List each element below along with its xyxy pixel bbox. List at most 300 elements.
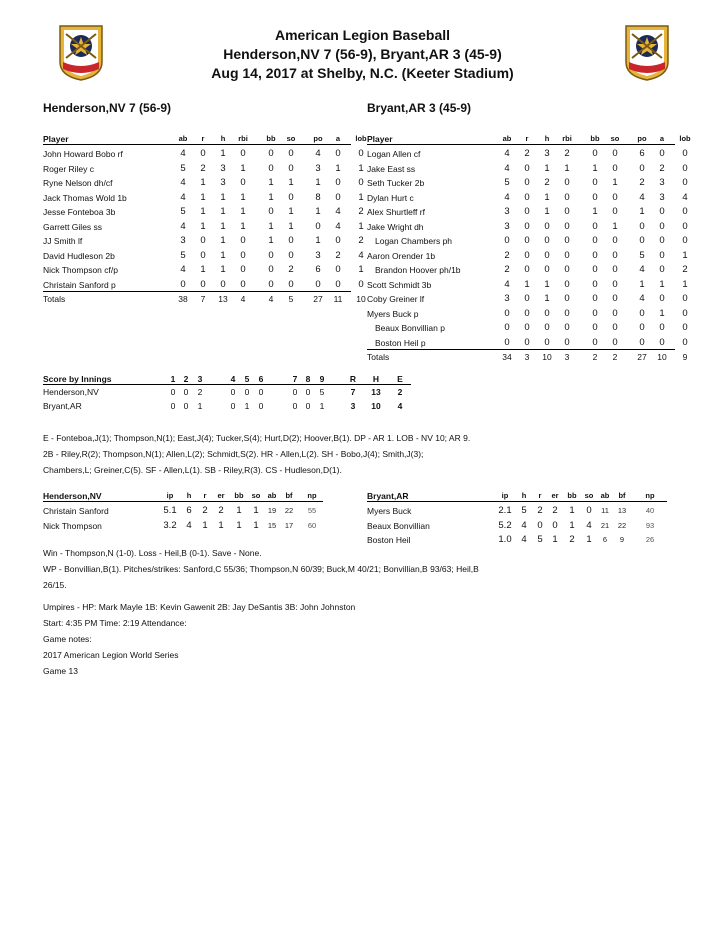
pitch-stat-ab: 11 [601,506,609,515]
stat-bb: 0 [592,220,598,232]
stat-bb: 0 [268,249,274,261]
stat-ab: 5 [180,206,186,217]
home-pitch-col-ab: ab [267,491,277,500]
stat-so: 0 [288,191,294,203]
pitch-stat-ab: 15 [267,520,277,530]
home-col-ab: ab [178,134,188,143]
totals-label: Totals [43,294,66,304]
stat-ab: 4 [504,148,510,159]
pitch-stat-ab: 19 [267,506,277,515]
stat-rbi: 0 [240,148,246,159]
stat-h: 0 [544,220,550,232]
stat-lob: 0 [682,162,688,174]
away-pitcher-row [367,504,667,519]
player-name: Dylan Hurt c [367,192,414,203]
stat-rbi: 0 [564,206,570,217]
away-pitching-box [367,490,667,548]
stat-lob: 1 [682,278,688,290]
player-name: Logan Allen cf [367,149,421,159]
inning-label: 5 [244,374,250,384]
pitch-stat-bf: 13 [617,506,627,515]
stat-r: 1 [200,264,206,275]
pitch-stat-bf: 22 [284,506,294,515]
stat-r: 0 [524,191,530,203]
away-pitch-col-np: np [645,491,655,500]
stat-h: 1 [220,249,226,261]
pitch-stat-so: 1 [253,505,259,516]
pitch-stat-np: 26 [645,535,655,544]
stat-h: 0 [544,336,550,348]
stat-so: 1 [612,177,618,188]
pitch-stat-r: 5 [537,534,543,545]
stat-r: 0 [200,249,206,261]
stat-po: 5 [639,249,645,261]
away-player-row [367,321,688,336]
stat-ab: 4 [504,191,510,203]
summary-block [43,545,693,679]
stat-po: 1 [639,278,645,290]
rhe-value: 4 [397,400,403,411]
away-player-row [367,263,688,278]
stat-lob: 0 [682,177,688,188]
stat-ab: 0 [504,322,510,333]
stat-po: 2 [639,177,645,188]
away-pitch-col-ip: ip [501,491,509,500]
pitch-stat-so: 1 [253,519,259,531]
report-title: American Legion Baseball [274,27,451,43]
stat-h: 1 [220,191,226,203]
pitcher-name: Beaux Bonvillian [367,520,430,531]
stat-so: 0 [612,206,618,217]
stat-a: 4 [335,206,341,217]
stat-bb: 0 [268,264,274,275]
stat-h: 0 [544,307,550,319]
stat-rbi: 1 [240,191,246,203]
stat-h: 0 [220,278,226,290]
stat-a: 0 [659,293,665,304]
stat-rbi: 0 [240,249,246,261]
home-player-row [43,162,364,177]
stat-h: 1 [220,148,226,159]
inning-runs: 2 [197,387,203,397]
away-pitch-col-bf: bf [618,491,626,500]
player-name: Alex Shurtleff rf [367,207,425,217]
stat-rbi: 0 [564,307,570,319]
stat-so: 0 [288,148,294,159]
stat-so: 0 [612,191,618,203]
inning-runs: 0 [170,387,176,397]
stat-bb: 1 [592,206,598,217]
stat-h: 3 [220,162,226,174]
stat-r: 0 [524,322,530,333]
stat-h: 1 [544,191,550,203]
home-player-row [43,191,364,206]
player-name: Jesse Fonteboa 3b [43,207,116,217]
pitch-stat-r: 1 [202,519,208,531]
stat-rbi: 1 [240,220,246,232]
away-pitch-col-er: er [551,491,559,500]
inning-label: 1 [170,374,176,384]
inning-runs: 1 [319,400,325,411]
pitcher-name: Boston Heil [367,535,411,545]
away-player-row [367,191,688,206]
stat-r: 0 [524,293,530,304]
stat-rbi: 1 [564,162,570,174]
away-col-po: po [637,134,647,143]
stat-po: 0 [315,278,321,290]
player-name: Christain Sanford p [43,279,116,290]
inning-label: 4 [230,374,236,384]
pitcher-name: Nick Thompson [43,520,102,531]
stat-h: 3 [220,177,226,188]
stat-r: 0 [524,307,530,319]
innings-team-row [43,400,411,414]
stat-r: 0 [524,235,530,246]
inning-runs: 0 [292,400,298,411]
stat-r: 2 [524,148,530,159]
pitch-stat-ip: 1.0 [498,534,512,545]
stat-bb: 0 [592,264,598,275]
player-name: Garrett Giles ss [43,221,103,232]
stat-r: 0 [524,249,530,261]
pitch-stat-so: 4 [586,519,592,531]
stat-bb: 1 [268,235,274,246]
stat-po: 6 [315,264,321,275]
player-name: Aaron Orender 1b [367,250,436,261]
stat-a: 1 [659,278,665,290]
inning-runs: 0 [258,387,264,397]
pitch-stat-er: 0 [552,519,558,531]
stat-bb: 1 [268,191,274,203]
stat-bb: 0 [592,148,598,159]
stat-so: 0 [612,336,618,348]
stat-po: 3 [315,249,321,261]
stat-lob: 0 [682,307,688,319]
stat-h: 1 [544,206,550,217]
pitch-stat-er: 1 [218,519,224,531]
stat-r: 0 [200,278,206,290]
stat-a: 2 [335,249,341,261]
home-player-row [43,234,364,249]
stat-r: 0 [200,235,206,246]
errors-line: E - Fonteboa,J(1); Thompson,N(1); East,J(4); Tucker,S(4); Hurt,D(2); Hoover,B(1). DP - AR 1. LOB - NV 10; AR 9. [43,433,471,443]
score-by-innings [43,373,411,413]
stat-bb: 0 [268,162,274,174]
stat-lob: 0 [682,220,688,232]
stat-h: 1 [544,162,550,174]
stat-po: 4 [315,148,321,159]
start-time-line: Start: 4:35 PM Time: 2:19 Attendance: [43,618,187,628]
home-player-row [43,263,364,278]
home-player-row [43,220,364,235]
away-batting-box [367,133,691,365]
player-name: Logan Chambers ph [375,236,453,246]
player-name: Nick Thompson cf/p [43,265,118,275]
stat-r: 1 [524,278,530,290]
stat-ab: 3 [504,220,510,232]
away-player-row [367,249,688,264]
player-name: John Howard Bobo rf [43,149,123,159]
stat-so: 0 [612,148,618,159]
total-a: 11 [333,294,343,304]
inning-runs: 1 [244,400,250,411]
stat-a: 2 [659,162,665,174]
pitch-stat-er: 1 [552,534,558,545]
stat-rbi: 0 [240,278,246,290]
player-name: Jake Wright dh [367,221,424,232]
pitch-stat-bf: 17 [284,520,294,530]
total-bb: 2 [592,352,598,362]
pitcher-name: Myers Buck [367,506,412,516]
away-col-player: Player [367,134,393,144]
stat-ab: 4 [180,264,186,275]
away-player-row [367,307,688,322]
inning-label: 6 [258,374,264,384]
pitch-stat-bb: 1 [569,505,575,516]
pitches-line: WP - Bonvillian,B(1). Pitches/strikes: Sanford,C 55/36; Thompson,N 60/39; Buck,M 40/21; Bonvillian,B 93/63; Heil,B [43,564,479,574]
away-pitch-team: Bryant,AR [367,491,409,501]
home-col-a: a [335,134,341,143]
innings-team-name: Bryant,AR [43,400,82,411]
pitch-stat-bf: 9 [619,535,625,544]
stat-po: 0 [639,220,645,232]
stat-rbi: 0 [240,235,246,246]
stat-a: 3 [659,177,665,188]
stat-r: 0 [524,336,530,348]
pitch-stat-bb: 1 [236,505,242,516]
stat-so: 0 [612,235,618,246]
pitch-stat-h: 6 [186,505,192,516]
pitch-stat-ip: 5.1 [163,505,177,516]
innings-team-row [43,386,411,400]
stat-r: 0 [524,162,530,174]
rhe-value: 7 [350,387,356,397]
stat-ab: 2 [504,264,510,275]
rhe-value: 3 [350,400,356,411]
stat-h: 1 [220,220,226,232]
rhe-label: H [372,374,380,384]
stat-bb: 1 [592,162,598,174]
stat-po: 4 [639,293,645,304]
away-pitcher-row [367,519,667,534]
stat-r: 1 [200,206,206,217]
pitch-stat-bb: 1 [236,519,242,531]
innings-title: Score by Innings [43,374,112,384]
away-player-row [367,278,688,293]
stat-so: 1 [612,220,618,232]
stat-so: 0 [612,278,618,290]
away-pitch-col-bb: bb [567,491,577,500]
away-player-row [367,292,688,307]
stat-bb: 0 [268,148,274,159]
umpires-line: Umpires - HP: Mark Mayle 1B: Kevin Gawenit 2B: Jay DeSantis 3B: John Johnston [43,602,356,612]
stat-bb: 1 [268,177,274,188]
stat-ab: 4 [180,177,186,188]
stat-ab: 4 [180,148,186,159]
home-player-row [43,176,364,191]
stat-h: 0 [544,264,550,275]
away-player-row [367,234,688,249]
stat-lob: 2 [358,235,364,246]
home-player-row [43,205,364,220]
rhe-label: R [349,374,357,384]
stat-lob: 1 [682,249,688,261]
stat-a: 0 [335,191,341,203]
pitch-stat-er: 2 [218,505,224,516]
away-col-so: so [610,134,620,143]
stat-bb: 0 [592,322,598,333]
stat-so: 0 [612,249,618,261]
away-header-row [367,133,691,145]
stat-lob: 0 [682,148,688,159]
stat-r: 0 [524,264,530,275]
total-bb: 4 [268,294,274,304]
player-name: Scott Schmidt 3b [367,279,432,290]
home-pitch-team: Henderson,NV [43,491,102,501]
inning-label: 9 [319,374,325,384]
stat-ab: 5 [504,177,510,188]
stat-lob: 1 [358,220,364,232]
home-pitch-col-bb: bb [234,491,244,500]
pitch-stat-bf: 22 [617,520,627,530]
stat-h: 1 [220,235,226,246]
player-name: Jake East ss [367,163,416,174]
player-name: Jack Thomas Wold 1b [43,192,127,203]
away-col-rbi: rbi [562,134,572,143]
stat-bb: 1 [268,220,274,232]
stat-rbi: 0 [564,336,570,348]
total-lob: 10 [356,294,366,304]
stat-bb: 0 [592,249,598,261]
stat-r: 1 [200,191,206,203]
stat-rbi: 1 [240,162,246,174]
stat-po: 0 [639,235,645,246]
home-col-rbi: rbi [238,134,248,143]
player-name: Ryne Nelson dh/cf [43,178,113,188]
stat-bb: 0 [592,177,598,188]
stat-rbi: 0 [240,264,246,275]
stat-so: 0 [288,162,294,174]
home-player-row [43,278,364,293]
stat-so: 1 [288,177,294,188]
stat-a: 0 [335,177,341,188]
stat-rbi: 0 [240,177,246,188]
home-pitch-col-np: np [307,491,317,500]
pitch-stat-bb: 1 [569,519,575,531]
stat-h: 1 [220,206,226,217]
stat-rbi: 1 [240,206,246,217]
away-player-row [367,205,688,220]
inning-runs: 0 [292,387,298,397]
home-pitch-col-bf: bf [285,491,293,500]
total-po: 27 [637,352,647,362]
stat-r: 2 [200,162,206,174]
stat-lob: 0 [682,322,688,333]
stat-po: 1 [639,206,645,217]
pitch-stat-np: 60 [307,520,317,530]
stat-ab: 5 [180,162,186,174]
pitch-stat-ip: 5.2 [498,519,512,531]
inning-runs: 1 [197,400,203,411]
player-name: Brandon Hoover ph/1b [375,265,461,275]
stat-lob: 1 [358,191,364,203]
stat-h: 2 [544,177,550,188]
total-lob: 9 [682,352,688,362]
stat-po: 0 [639,336,645,348]
stat-lob: 0 [358,278,364,290]
stat-lob: 0 [682,206,688,217]
stat-rbi: 0 [564,191,570,203]
inning-runs: 0 [244,387,250,397]
stat-rbi: 0 [564,249,570,261]
pitch-stat-np: 93 [645,520,655,530]
away-pitch-col-ab: ab [600,491,610,500]
stat-bb: 0 [592,191,598,203]
stat-rbi: 0 [564,278,570,290]
stat-a: 0 [659,235,665,246]
stat-ab: 3 [504,293,510,304]
stat-po: 0 [639,322,645,333]
home-pitch-col-so: so [251,491,261,500]
pitch-stat-np: 40 [645,506,655,515]
stat-so: 1 [288,206,294,217]
away-pitch-col-h: h [521,491,527,500]
stat-h: 1 [544,278,550,290]
stat-po: 0 [639,162,645,174]
stat-ab: 4 [180,191,186,203]
rhe-label: E [397,374,403,384]
inning-runs: 0 [305,400,311,411]
stat-so: 0 [612,264,618,275]
home-pitching-box [43,490,323,533]
home-pitch-col-r: r [203,491,207,500]
innings-header-row [43,373,411,385]
away-pitch-col-so: so [584,491,594,500]
player-name: Boston Heil p [375,337,426,348]
away-col-a: a [659,134,665,143]
stat-ab: 0 [504,336,510,348]
stat-a: 0 [335,278,341,290]
total-r: 3 [524,352,530,362]
stat-a: 0 [659,206,665,217]
total-so: 5 [288,294,294,304]
stat-ab: 0 [504,235,510,246]
stat-a: 0 [659,322,665,333]
inning-runs: 0 [258,400,264,411]
stat-bb: 0 [592,278,598,290]
player-name: David Hudleson 2b [43,250,115,261]
home-col-po: po [313,134,323,143]
stat-lob: 0 [682,293,688,304]
stat-po: 0 [639,307,645,319]
player-name: Coby Greiner lf [367,294,425,304]
home-player-row [43,147,364,162]
stat-ab: 0 [504,307,510,319]
stat-po: 4 [639,264,645,275]
stat-ab: 4 [504,278,510,290]
inning-runs: 0 [170,400,176,411]
game-notes-block [43,430,693,478]
away-col-bb: bb [590,134,600,143]
inning-label: 3 [197,374,203,384]
pitch-stat-h: 4 [521,519,527,531]
away-totals-row [367,350,688,365]
stat-a: 0 [659,264,665,275]
inning-label: 2 [183,374,189,384]
inning-runs: 5 [319,387,325,397]
home-pitcher-row [43,519,323,534]
stat-po: 4 [639,191,645,203]
